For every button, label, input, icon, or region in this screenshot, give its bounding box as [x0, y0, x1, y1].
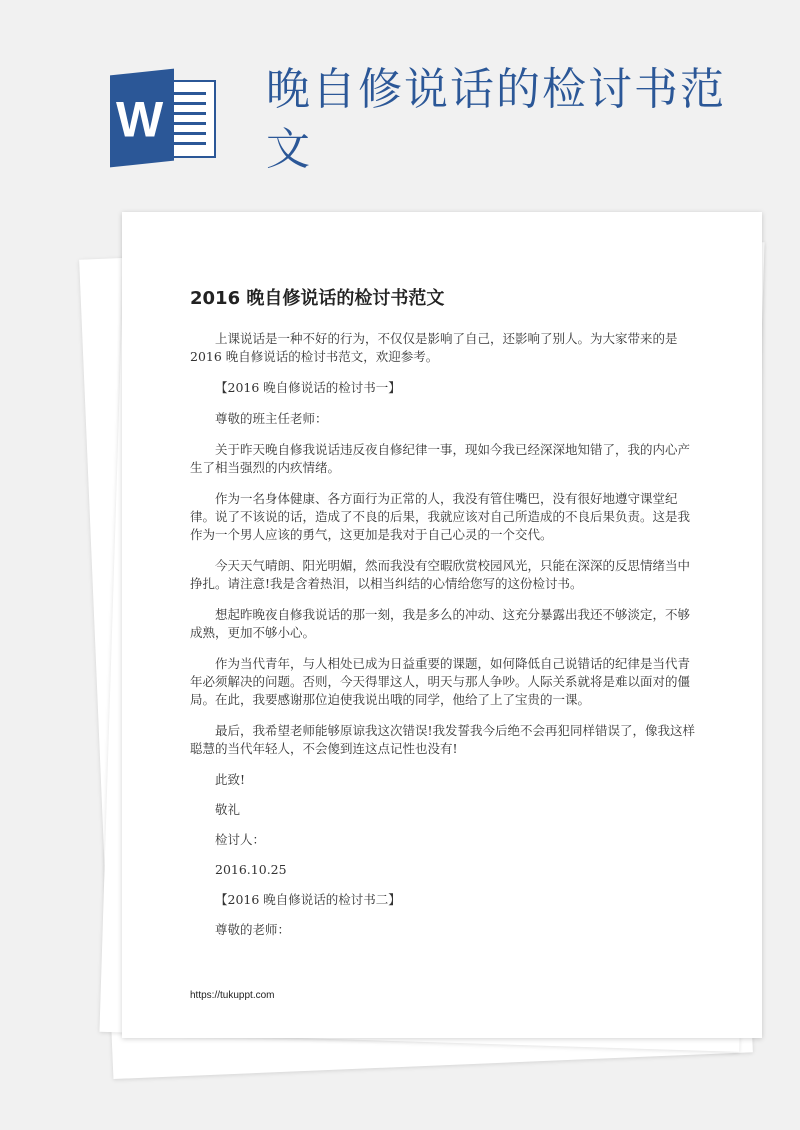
word-letter: W [116, 91, 164, 148]
paragraph: 此致! [215, 772, 246, 787]
paragraph: 【2016 晚自修说话的检讨书一】 [215, 380, 401, 395]
paragraph: 作为一名身体健康、各方面行为正常的人，我没有管住嘴巴，没有很好地遵守课堂纪律。说了不该说的话，造成了不良的后果，我就应该对自己所造成的不良后果负责。这是我作为一个男人应该的勇气，这更加是我对于自己心灵的一个交代。 [190, 491, 691, 542]
paragraph: 想起昨晚夜自修我说话的那一刻，我是多么的冲动、这充分暴露出我还不够淡定，不够成熟，更加不够小心。 [190, 607, 691, 640]
paragraph: 尊敬的班主任老师： [215, 411, 328, 426]
document-body [190, 330, 702, 951]
document-page [122, 212, 762, 1038]
paragraph: 尊敬的老师： [215, 922, 291, 937]
paragraph: 今天天气晴朗、阳光明媚，然而我没有空暇欣赏校园风光，只能在深深的反思情绪当中挣扎。请注意!我是含着热泪，以相当纠结的心情给您写的这份检讨书。 [190, 558, 691, 591]
word-document-icon [110, 72, 220, 164]
word-badge [110, 69, 174, 168]
paragraph: 关于昨天晚自修我说话违反夜自修纪律一事，现如今我已经深深地知错了，我的内心产生了相当强烈的内疚情绪。 [190, 442, 691, 475]
paragraph: 检讨人： [215, 832, 266, 847]
paragraph: 敬礼 [215, 802, 241, 817]
paragraph: 上课说话是一种不好的行为，不仅仅是影响了自己，还影响了别人。为大家带来的是 2016 晚自修说话的检讨书范文，欢迎参考。 [190, 331, 678, 364]
date-line: 2016.10.25 [215, 862, 287, 877]
paragraph: 【2016 晚自修说话的检讨书二】 [215, 892, 401, 907]
paragraph: 作为当代青年，与人相处已成为日益重要的课题，如何降低自己说错话的纪律是当代青年必须解决的问题。否则，今天得罪这人，明天与那人争吵。人际关系就将是难以面对的僵局。在此，我要感谢那位迫使我说出哦的同学，他给了上了宝贵的一课。 [190, 656, 691, 707]
footer-url[interactable]: https://tukuppt.com [190, 990, 275, 1001]
document-title: 2016 晚自修说话的检讨书范文 [190, 288, 445, 309]
page-title: 晚自修说话的检讨书范文 [266, 64, 726, 175]
paragraph: 最后，我希望老师能够原谅我这次错误!我发誓我今后绝不会再犯同样错误了，像我这样聪慧的当代年轻人，不会傻到连这点记性也没有! [190, 723, 696, 756]
